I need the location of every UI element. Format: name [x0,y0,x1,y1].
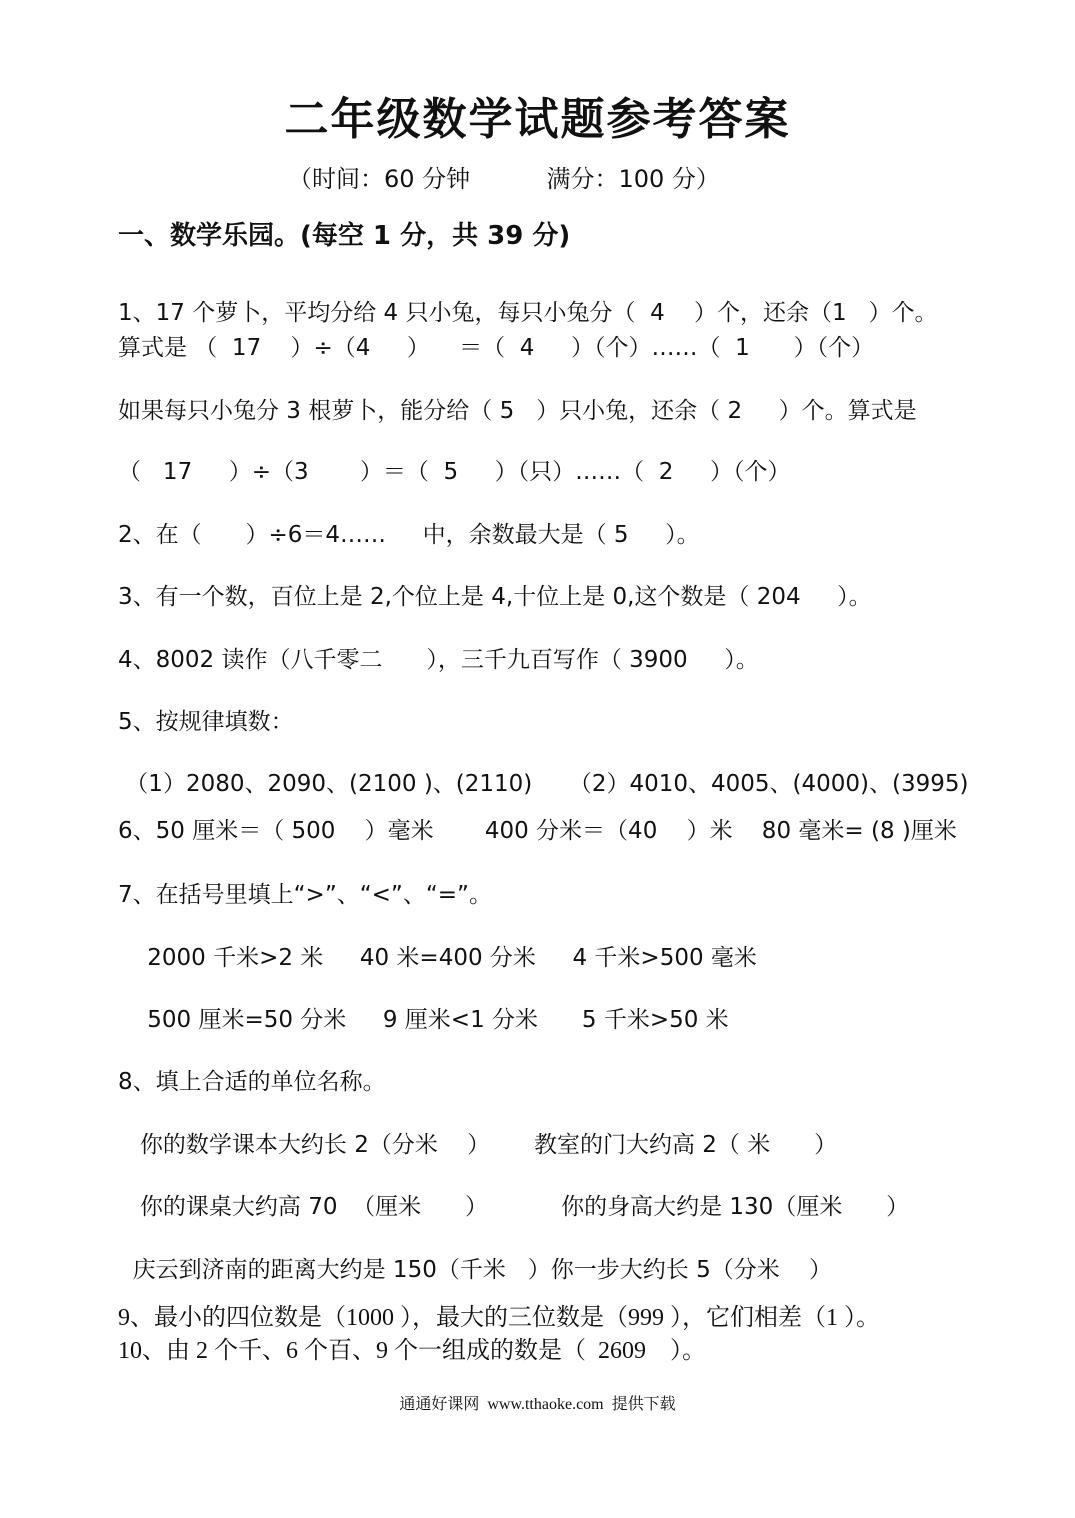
question-7-row-2: 500 厘米=50 分米 9 厘米<1 分米 5 千米>50 米 [118,1007,729,1033]
question-1-line-4: （ 17 ）÷（3 ）＝（ 5 ）（只）……（ 2 ）（个） [118,459,791,485]
question-7: 7、在括号里填上“>”、“<”、“=”。 [118,882,492,908]
question-2: 2、在（ ）÷6＝4…… 中，余数最大是（ 5 ）。 [118,522,700,548]
question-5-answers: （1）2080、2090、(2100 )、(2110) （2）4010、4005、(4000)、(3995) [118,771,969,797]
question-8-row-1: 你的数学课本大约长 2（分米 ） 教室的门大约高 2（ 米 ） [118,1132,838,1158]
question-9: 9、最小的四位数是（1000 ），最大的三位数是（999 ），它们相差（1 ）。 [118,1305,880,1331]
exam-info: （时间：60 分钟 满分：100 分） [288,165,720,193]
question-6: 6、50 厘米＝（ 500 ）毫米 400 分米＝（40 ）米 80 毫米= (8 )厘米 [118,818,957,844]
question-3: 3、有一个数，百位上是 2,个位上是 4,十位上是 0,这个数是（ 204 ）。 [118,584,872,610]
question-5: 5、按规律填数： [118,709,294,735]
question-10: 10、由 2 个千、6 个百、9 个一组成的数是（ 2609 ）。 [118,1338,706,1364]
question-1-line-2: 算式是 （ 17 ）÷（4 ） ＝（ 4 ）（个）……（ 1 ）（个） [118,335,875,361]
question-8: 8、填上合适的单位名称。 [118,1069,386,1095]
section-heading: 一、数学乐园。(每空 1 分，共 39 分) [118,221,571,251]
question-1-line-3: 如果每只小兔分 3 根萝卜，能分给（ 5 ）只小兔，还余（ 2 ）个。算式是 [118,398,917,424]
question-8-row-2: 你的课桌大约高 70 （厘米 ） 你的身高大约是 130（厘米 ） [118,1194,910,1220]
question-8-row-3: 庆云到济南的距离大约是 150（千米 ）你一步大约长 5（分米 ） [118,1257,832,1283]
footer-credit: 通通好课网 www.tthaoke.com 提供下载 [399,1396,676,1413]
question-1-line-1: 1、17 个萝卜，平均分给 4 只小兔，每只小兔分（ 4 ）个，还余（1 ）个。 [118,300,938,326]
question-4: 4、8002 读作（八千零二 ），三千九百写作（ 3900 ）。 [118,647,759,673]
question-7-row-1: 2000 千米>2 米 40 米=400 分米 4 千米>500 毫米 [118,945,757,971]
page-title: 二年级数学试题参考答案 [284,94,791,145]
